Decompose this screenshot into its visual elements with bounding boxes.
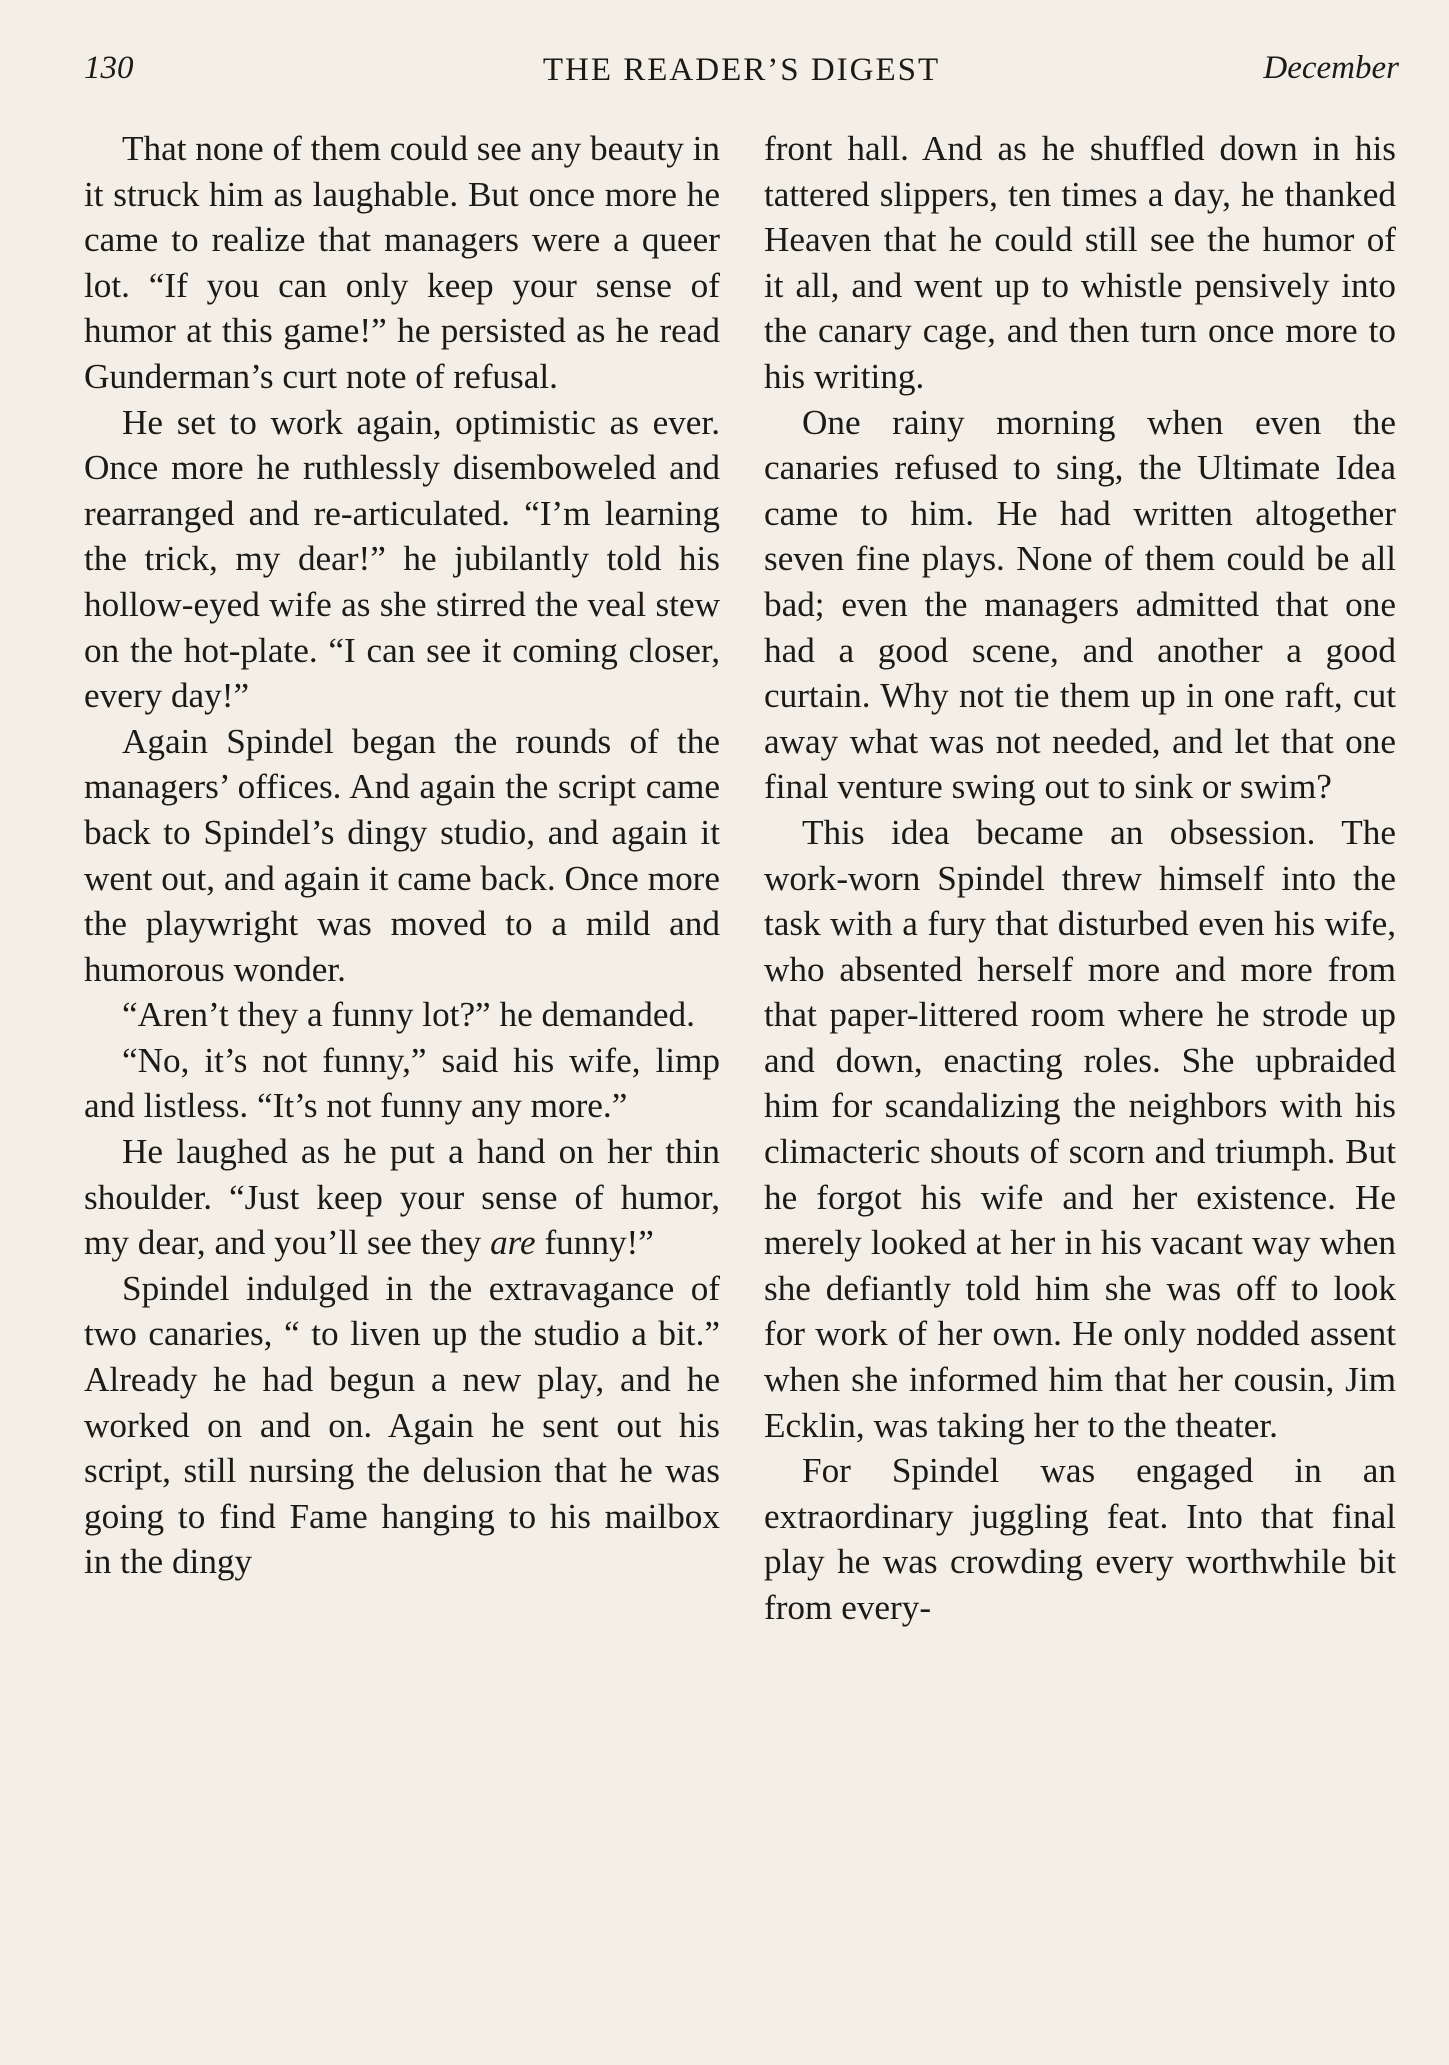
paragraph-text: He laughed as he put a hand on her thin shoulder. “Just keep your sense of humor, my dear, and you’ll see they bbox=[84, 1132, 720, 1263]
paragraph: One rainy morning when even the canaries refused to sing, the Ultimate Idea came to him. He had written altogether seven fine plays. None of them could be all bad; even the managers admitted that one had a good scene, and another a good curtain. Why not tie them up in one raft, cut away what was not needed, and let that one final venture swing out to sink or swim? bbox=[764, 402, 1396, 807]
page-number: 130 bbox=[84, 50, 134, 86]
paragraph: Again Spindel began the rounds of the managers’ offices. And again the script came back to Spindel’s dingy studio, and again it went out, and again it came back. Once more the playwright was moved to a mild and humorous wonder. bbox=[84, 721, 720, 989]
paragraph: For Spindel was engaged in an extraordinary juggling feat. Into that final play he was crowding every worthwhile bit from every- bbox=[764, 1451, 1396, 1627]
emphasized-word: are bbox=[490, 1223, 536, 1263]
paragraph: “No, it’s not funny,” said his wife, limp and listless. “It’s not funny any more.” bbox=[84, 1040, 720, 1126]
paragraph: This idea became an obsession. The work-worn Spindel threw himself into the task with a fury that disturbed even his wife, who absented herself more and more from that paper-littered room where he strode up and down, enacting roles. She upbraided him for scandalizing the neighbors with his climacteric shouts of scorn and triumph. But he forgot his wife and her existence. He merely looked at her in his vacant way when she defiantly told him she was off to look for work of her own. He only nodded assent when she informed him that her cousin, Jim Ecklin, was taking her to the theater. bbox=[764, 812, 1396, 1445]
issue-month: December bbox=[1263, 50, 1399, 86]
paragraph-text: funny!” bbox=[535, 1223, 654, 1263]
paragraph: He set to work again, optimistic as ever. Once more he ruthlessly disemboweled and rearranged and re-articulated. “I’m learning the trick, my dear!” he jubilantly told his hollow-eyed wife as she stirred the veal stew on the hot-plate. “I can see it coming closer, every day!” bbox=[84, 402, 720, 716]
right-column bbox=[764, 126, 1396, 1631]
paragraph: Spindel indulged in the extravagance of two canaries, “ to liven up the studio a bit.” Already he had begun a new play, and he worked on and on. Again he sent out his script, still nursing the delusion that he was going to find Fame hanging to his mailbox in the dingy bbox=[84, 1268, 720, 1582]
left-column bbox=[84, 126, 720, 1585]
paragraph: That none of them could see any beauty in it struck him as laughable. But once more he came to realize that managers were a queer lot. “If you can only keep your sense of humor at this game!” he persisted as he read Gunderman’s curt note of refusal. bbox=[84, 129, 720, 396]
paragraph: “Aren’t they a funny lot?” he demanded. bbox=[122, 995, 695, 1035]
running-head bbox=[84, 44, 1399, 94]
journal-title: THE READER’S DIGEST bbox=[542, 52, 941, 88]
paragraph bbox=[84, 1129, 720, 1266]
paragraph-continuation: front hall. And as he shuffled down in his tattered slippers, ten times a day, he thanked Heaven that he could still see the humor of it all, and went up to whistle pensively into the canary cage, and then turn once more to his writing. bbox=[764, 129, 1396, 396]
